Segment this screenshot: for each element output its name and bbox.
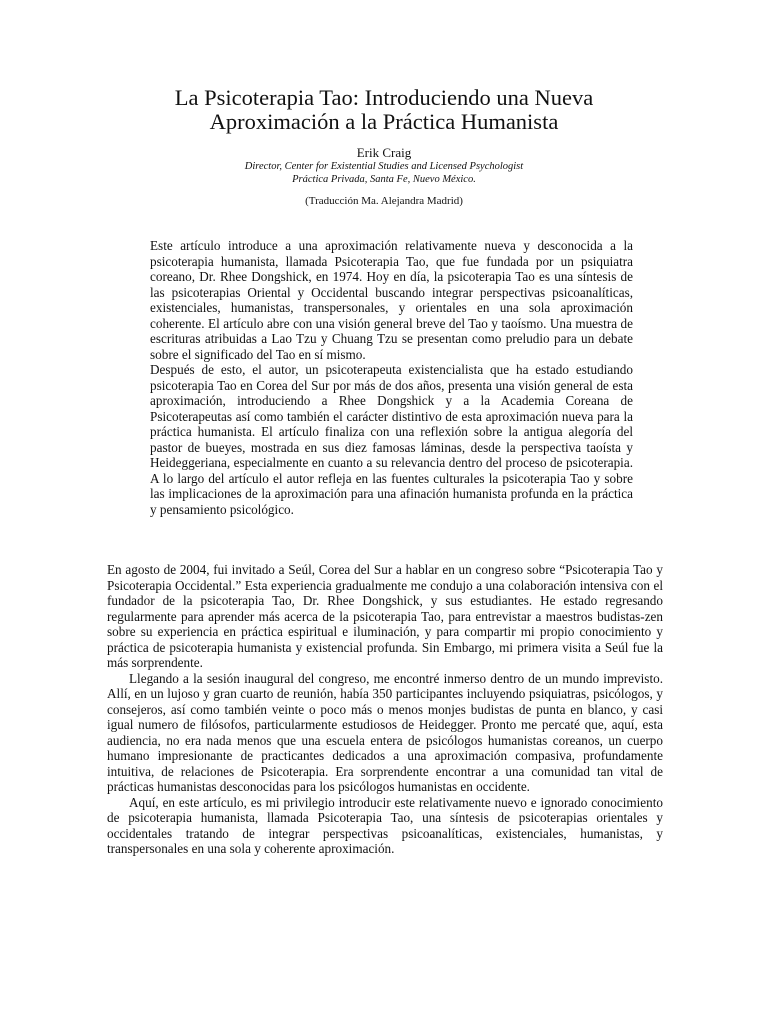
author-affiliation-line-2: Práctica Privada, Santa Fe, Nuevo México. <box>292 174 476 185</box>
abstract-paragraph-1: Este artículo introduce a una aproximación relativamente nueva y desconocida a la psicoterapia humanista, llamada Psicoterapia Tao, que fue fundada por un psiquiatra coreano, Dr. Rhee Dongshick, en 1974. Hoy en día, la psicoterapia Tao es una síntesis de las psicoterapias Oriental y Occidental buscando integrar perspectivas psicoanalíticas, existenciales, humanistas, transpersonales, y orientales en una sola aproximación coherente. El artículo abre con una visión general breve del Tao y taoísmo. Una muestra de escrituras atribuidas a Lao Tzu y Chuang Tzu se presentan como preludio para un debate sobre el significado del Tao en sí mismo. <box>150 238 633 362</box>
title-line-2: Aproximación a la Práctica Humanista <box>209 109 559 134</box>
body-paragraph-1: En agosto de 2004, fui invitado a Seúl, Corea del Sur a hablar en un congreso sobre “Psicoterapia Tao y Psicoterapia Occidental.” Esta experiencia gradualmente me condujo a una colaboración intensiva con el fundador de la psicoterapia Tao, Dr. Rhee Dongshick, y sus estudiantes. He estado regresando regularmente para aprender más acerca de la psicoterapia Tao, para entrevistar a maestros budistas-zen sobre su experiencia en práctica espiritual e iluminación, y para compartir mi propio conocimiento y práctica de psicoterapia humanista y existencial profunda. Sin Embargo, mi primera visita a Seúl fue la más sorprendente. <box>107 562 663 670</box>
author-affiliation-line-1: Director, Center for Existential Studies and Licensed Psychologist <box>244 161 524 172</box>
document-title <box>60 86 708 134</box>
body-paragraph-3: Aquí, en este artículo, es mi privilegio introducir este relativamente nuevo e ignorado conocimiento de psicoterapia humanista, llamada Psicoterapia Tao, una síntesis de psicoterapias orientales y occidentales tratando de integrar perspectivas psicoanalíticas, existenciales, humanistas, y transpersonales en una sola y coherente aproximación. <box>107 794 663 856</box>
translation-credit: (Traducción Ma. Alejandra Madrid) <box>305 195 463 207</box>
abstract <box>150 238 633 517</box>
title-line-1: La Psicoterapia Tao: Introduciendo una Nueva <box>174 85 594 110</box>
author-name: Erik Craig <box>356 145 412 160</box>
abstract-paragraph-2: Después de esto, el autor, un psicoterapeuta existencialista que ha estado estudiando psicoterapia Tao en Corea del Sur por más de dos años, presenta una visión general de esta aproximación, introduciendo a Rhee Dongshick y a la Academia Coreana de Psicoterapeutas así como también el carácter distintivo de esta aproximación nueva para la práctica humanista. El artículo finaliza con una reflexión sobre la antigua alegoría del pastor de bueyes, mostrada en sus diez famosas láminas, desde la perspectiva taoísta y Heideggeriana, especialmente en cuanto a su relevancia dentro del proceso de psicoterapia. A lo largo del artículo el autor refleja en las fuentes culturales la psicoterapia Tao y sobre las implicaciones de la aproximación para una afinación humanista profunda en la práctica y pensamiento psicológico. <box>150 362 633 517</box>
body-text <box>107 562 663 857</box>
body-paragraph-2: Llegando a la sesión inaugural del congreso, me encontré inmerso dentro de un mundo imprevisto. Allí, en un lujoso y gran cuarto de reunión, había 350 participantes incluyendo psiquiatras, psicólogos, y consejeros, así como también veinte o poco más o menos monjes budistas de punta en blanco, y casi igual numero de filósofos, particularmente estudiosos de Heidegger. Pronto me percaté que, aquí, esta audiencia, no era nada menos que una escuela entera de psicólogos humanistas coreanos, un cuerpo humano impresionante de practicantes dedicados a una aproximación compasiva, profundamente intuitiva, de relaciones de Psicoterapia. Era sorprendente encontrar a una comunidad tan vital de prácticas humanistas desconocidas para los psicólogos humanistas en occidente. <box>107 670 663 794</box>
